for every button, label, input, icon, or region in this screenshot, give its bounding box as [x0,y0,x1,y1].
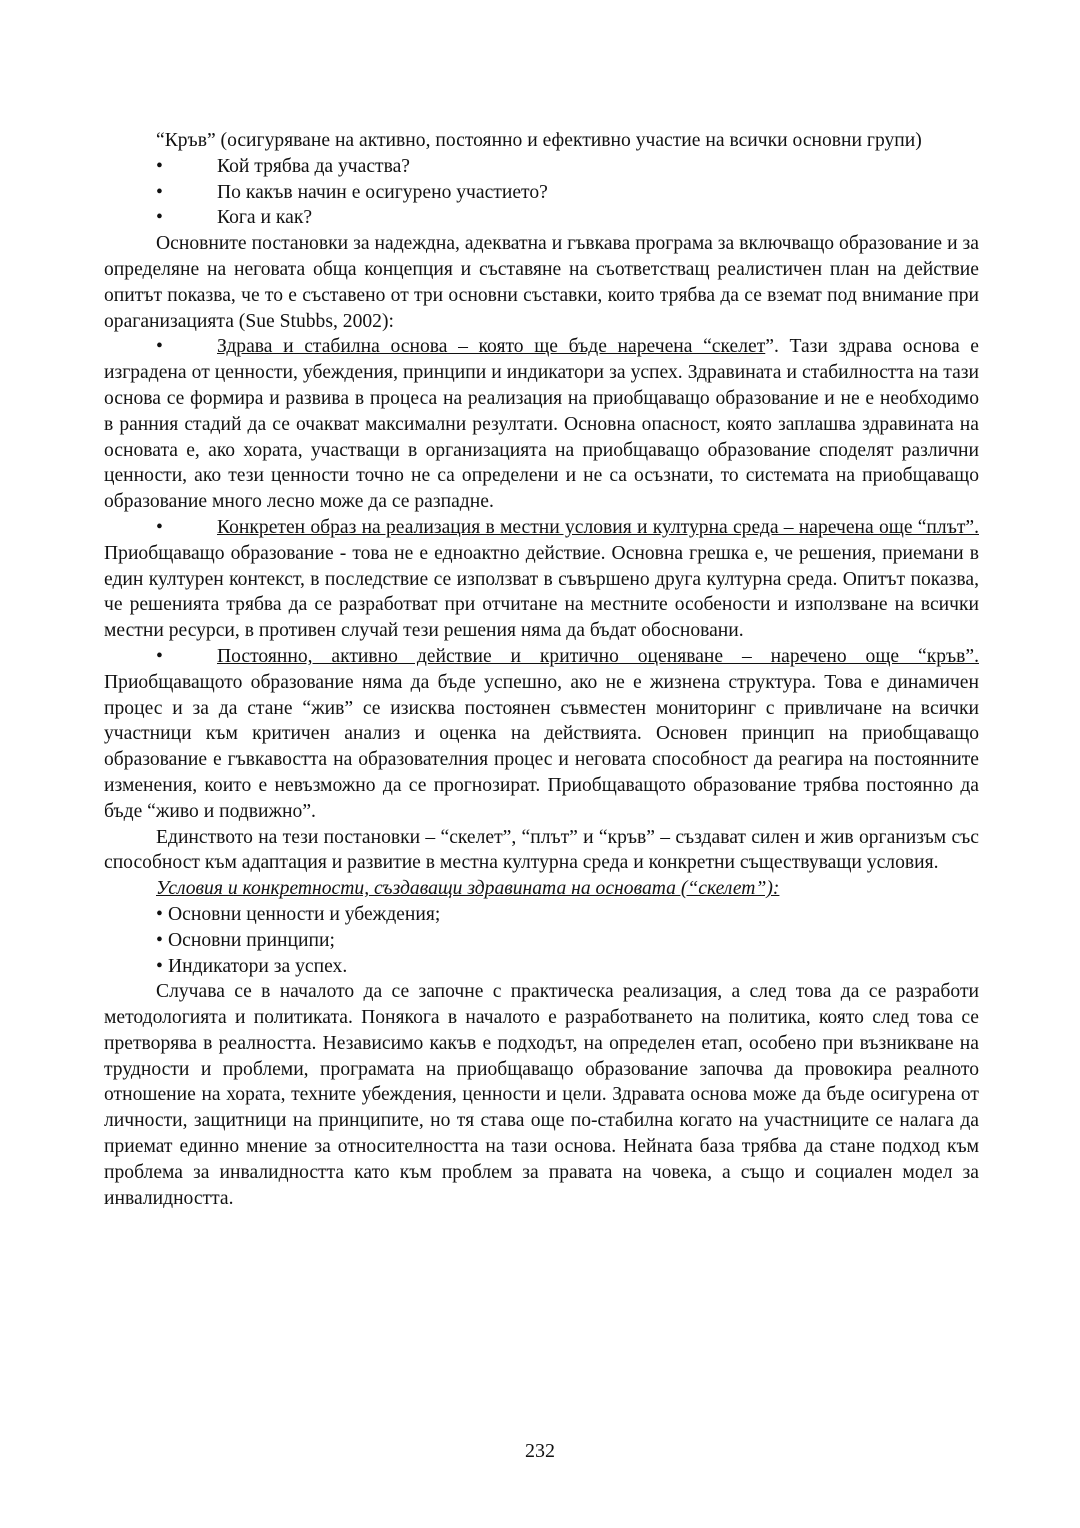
subheading [104,876,979,902]
condition-item [104,928,979,954]
flesh-title: Конкретен образ на реализация в местни условия и културна среда – наречена още “плът”. [217,516,979,538]
question-text: Кой трябва да участва? [217,155,410,177]
flesh-text: Приобщаващо образование - това не е едноактно действие. Основна грешка е, че решения, приемани в един културен контекст, в последствие се използват в съвършено друга културна среда. Опитът показва, че решенията трябва да се разработват при отчитане на местните особености и използване на всички местни ресурси, в противен случай тези решения няма да бъдат обосновани. [104,542,979,642]
bullet-icon: • [156,645,163,667]
page-number: 232 [525,1440,555,1462]
intro-line: “Кръв” (осигуряване на активно, постоянно и ефективно участие на всички основни групи) [156,130,922,151]
component-blood [104,644,979,825]
paragraph-practice: Случава се в началото да се започне с практическа реализация, а след това да се разработи методологията и политиката. Понякога в началото е разработването на политика, която след това се претворява в реалността. Независимо какъв е подходът, на определен етап, особено при възникване на трудности и проблеми, програмата на приобщаващо образование започва да провокира реалното отношение на хората, техните убеждения, ценности и цели. Здравата основа може да бъде осигурена от личности, защитници на принципите, но тя става още по-стабилна когато на участниците се налага да приемат единно мнение за относителността на тази основа. Нейната база трябва да стане подход към проблема за инвалидността като към проблем за правата на човека, а също и социален модел за инвалидността. [104,981,979,1209]
document-body [104,128,979,1211]
component-skeleton [104,334,979,515]
bullet-icon: • [156,903,163,925]
bullet-icon: • [156,207,163,229]
paragraph-unity: Единството на тези постановки – “скелет”, “плът” и “кръв” – създават силен и жив организъм със способност към адаптация и развитие в местна културна среда и конкретни съществуващи условия. [104,826,979,874]
condition-text: Индикатори за успех. [168,955,348,977]
condition-text: Основни ценности и убеждения; [168,903,441,925]
paragraph-intro: Основните постановки за надеждна, адекватна и гъвкава програма за включващо образование и за определяне на неговата обща концепция и съставяне на съответстващ реалистичен план на действие опитът показва, че то е съставено от три основни съставки, които трябва да се вземат под внимание при ораганизацията (Sue Stubbs, 2002): [104,233,979,332]
bullet-icon: • [156,155,163,177]
blood-title: Постоянно, активно действие и критично оценяване – наречено още “кръв”. [217,645,979,667]
bullet-icon: • [156,955,163,977]
skeleton-text: ”. Тази здрава основа е изградена от ценности, убеждения, принципи и индикатори за успех. Здравината и стабилността на тази основа се формира и развива в процеса на реализация на приобщаващо образование и не е необходимо в ранния стадий да се очакват максимални резултати. Основна опасност, която заплашва здравината на основата е, ако хората, участващи в организацията на приобщаващо образование споделят различни ценности, ако тези ценности точно не са определени и не са осъзнати, то системата на приобщаващо образование много лесно може да се разпадне. [104,336,979,513]
question-text: Кога и как? [217,207,313,229]
question-item [104,205,979,231]
skeleton-title: Здрава и стабилна основа – която ще бъде наречена “скелет [217,336,766,358]
bullet-icon: • [156,929,163,951]
blood-text: Приобщаващото образование няма да бъде успешно, ако не е жизнена структура. Това е динамичен процес и за да стане “жив” се изисква постоянен съвместен мониторинг с привличане на всички участници към критичен анализ и оценка на действията. Основен принцип на приобщаващо образование е гъвкавостта на образователния процес и неговата способност да реагира на постоянните изменения, които е невъзможно да се прогнозират. Приобщаващото образование трябва постоянно да бъде “живо и подвижно”. [104,671,979,822]
condition-text: Основни принципи; [168,929,335,951]
question-text: По какъв начин е осигурено участието? [217,181,548,203]
question-item [104,180,979,206]
question-item [104,154,979,180]
bullet-icon: • [156,181,163,203]
subheading-text: Условия и конкретности, създаващи здравината на основата (“скелет”): [156,878,780,900]
bullet-icon: • [156,516,163,538]
condition-item [104,954,979,980]
bullet-icon: • [156,336,163,358]
component-flesh [104,515,979,644]
condition-item [104,902,979,928]
